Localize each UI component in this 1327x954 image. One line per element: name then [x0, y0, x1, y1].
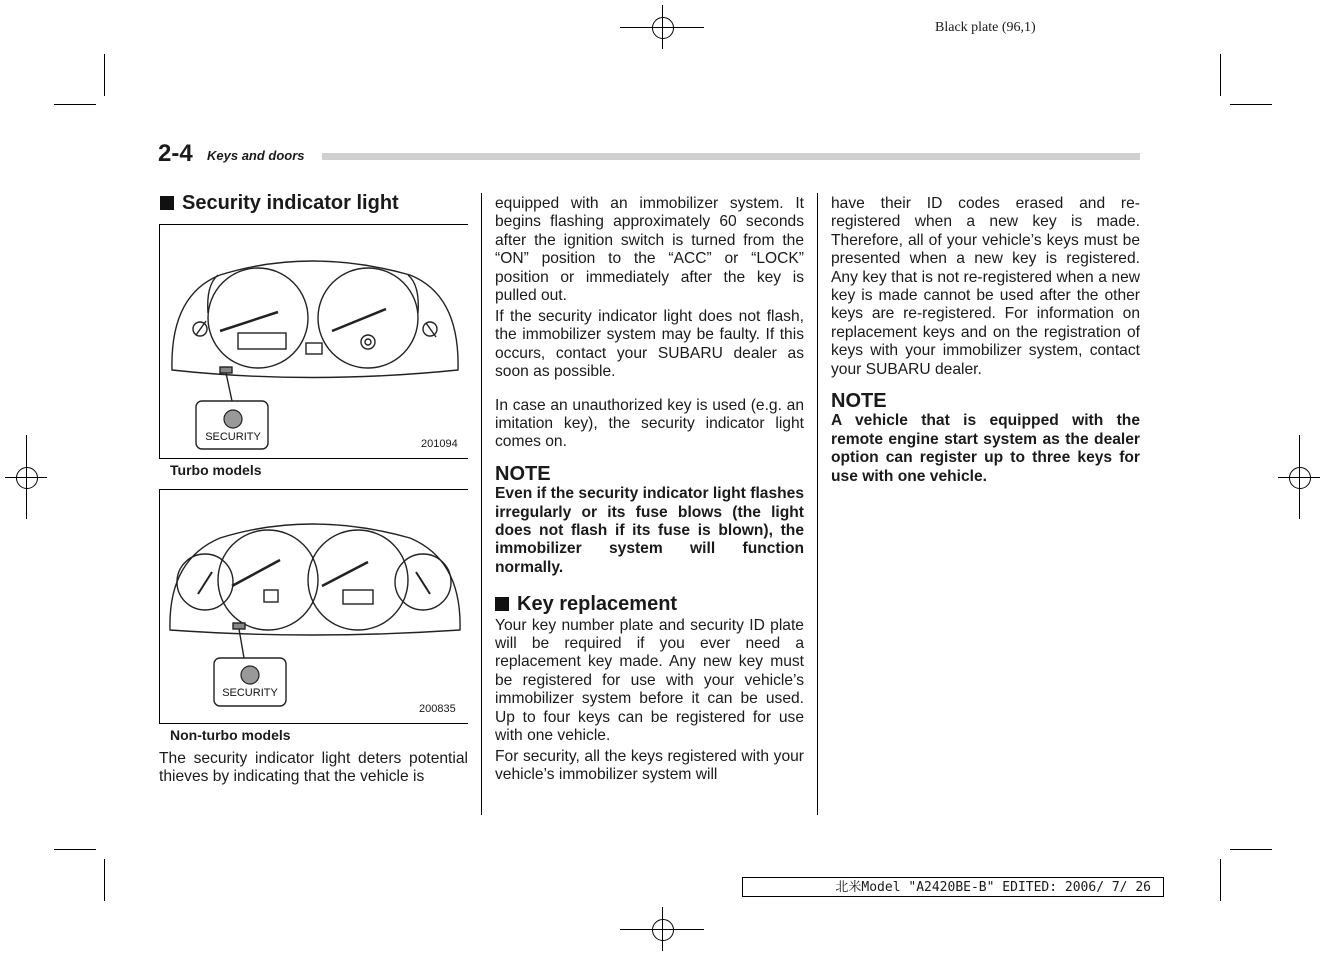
figure-code: 200835 — [419, 703, 456, 715]
crop-mark — [104, 54, 105, 96]
note-body: A vehicle that is equipped with the remote engine start system as the dealer option can register up to three keys for use with one vehicle. — [831, 412, 1140, 485]
section-bullet-icon — [495, 597, 509, 611]
security-light-icon — [241, 666, 259, 684]
registration-mark — [652, 17, 674, 39]
crop-mark — [1220, 54, 1221, 96]
figure-caption: Non-turbo models — [170, 727, 291, 743]
middle-column — [495, 195, 804, 787]
column-divider — [817, 193, 818, 815]
crop-mark — [1230, 104, 1272, 105]
left-body: The security indicator light deters potential thieves by indicating that the vehicle is — [159, 750, 468, 786]
registration-mark — [652, 919, 674, 941]
note-heading: NOTE — [495, 462, 551, 485]
plate-label: Black plate (96,1) — [935, 20, 1036, 35]
registration-mark — [1289, 467, 1311, 489]
section-bullet-icon — [160, 196, 174, 210]
paragraph: For security, all the keys registered with your vehicle’s immobilizer system will — [495, 747, 804, 784]
note-body: Even if the security indicator light flashes irregularly or its fuse blows (the light does not flash if its fuse is blown), the immobilizer system will function normally. — [495, 485, 804, 576]
key-replacement-heading: Key replacement — [495, 595, 804, 613]
paragraph: Your key number plate and security ID plate will be required if you ever need a replacement key made. Any new key must be registered for use with your vehicle’s immobilizer system before it can be used. Up to four keys can be registered for use with one vehicle. — [495, 616, 804, 745]
header-rule — [322, 153, 1140, 160]
turbo-cluster-illustration — [160, 225, 468, 458]
figure-caption: Turbo models — [170, 462, 262, 478]
paragraph: In case an unauthorized key is used (e.g. an imitation key), the security indicator light comes on. — [495, 396, 804, 451]
footer-edit-stamp: 北米Model "A2420BE-B" EDITED: 2006/ 7/ 26 — [742, 877, 1164, 897]
paragraph: equipped with an immobilizer system. It begins flashing approximately 60 seconds after the ignition switch is turned from the “ON” position to the “ACC” or “LOCK” position or immediately after the key is pulled out. — [495, 195, 804, 305]
section-title: Keys and doors — [207, 148, 305, 163]
right-column — [831, 195, 1140, 489]
page-number: 2-4 — [158, 140, 193, 167]
security-indicator-heading: Security indicator light — [160, 192, 399, 215]
crop-mark — [54, 104, 96, 105]
note-heading: NOTE — [831, 390, 887, 413]
figure-label: SECURITY — [205, 431, 261, 443]
crop-mark — [104, 859, 105, 901]
crop-mark — [54, 849, 96, 850]
figure-code: 201094 — [421, 438, 458, 450]
figure-label: SECURITY — [222, 687, 278, 699]
paragraph: If the security indicator light does not flash, the immobilizer system may be faulty. If this occurs, contact your SUBARU dealer as soon as possible. — [495, 307, 804, 381]
paragraph: have their ID codes erased and re-registered when a new key is made. Therefore, all of your vehicle’s keys must be presented when a new key is registered. Any key that is not re-registered when a new key is made cannot be used after the other keys are re-registered. For information on replacement keys and on the registration of keys with your immobilizer system, contact your SUBARU dealer. — [831, 195, 1140, 378]
crop-mark — [1230, 849, 1272, 850]
non-turbo-cluster-figure — [159, 489, 468, 724]
security-light-icon — [224, 410, 242, 428]
turbo-cluster-figure — [159, 224, 468, 459]
column-divider — [481, 193, 482, 815]
registration-mark — [16, 467, 38, 489]
non-turbo-cluster-illustration — [160, 490, 468, 723]
crop-mark — [1220, 859, 1221, 901]
